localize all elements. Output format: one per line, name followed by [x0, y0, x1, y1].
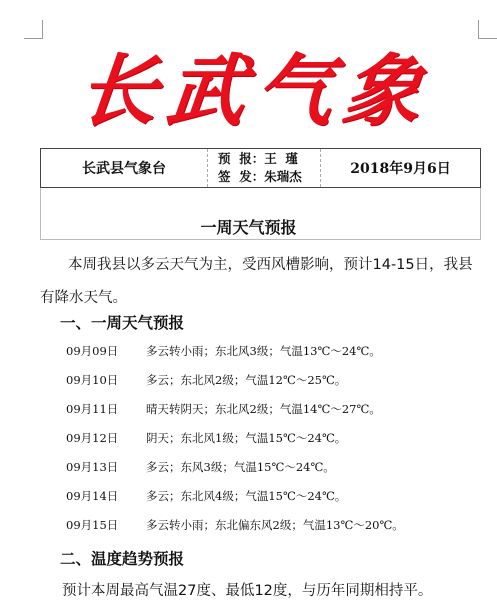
forecast-row: [66, 399, 381, 419]
forecast-date: 09月10日: [66, 373, 119, 387]
forecast-row: [66, 341, 381, 361]
masthead-title: 长武气象: [74, 46, 436, 137]
forecast-description: 多云转小雨；东北偏东风2级；气温13℃～20℃。: [146, 518, 404, 532]
temperature-trend-text: 预计本周最高气温27度、最低12度，与历年同期相持平。: [62, 583, 433, 599]
crop-mark-top-right: [478, 20, 497, 39]
forecast-description: 多云；东北风2级；气温12℃～25℃。: [146, 373, 347, 387]
staff-cell: [207, 149, 321, 187]
forecast-description: 晴天转阴天；东北风2级；气温14℃～27℃。: [146, 402, 381, 416]
forecast-row: [66, 457, 335, 477]
forecast-description: 多云；东风3级；气温15℃～24℃。: [146, 460, 335, 474]
forecast-date: 09月12日: [66, 431, 119, 445]
forecast-row: [66, 486, 346, 506]
signer-line: 签 发：朱瑞杰: [218, 169, 302, 184]
forecast-description: 阴天；东北风1级；气温15℃～24℃。: [146, 431, 347, 445]
issue-date: 2018年9月6日: [350, 161, 451, 177]
document-title: 一周天气预报: [200, 218, 297, 237]
forecaster-line: 预 报：王 瑾: [218, 151, 298, 166]
header-table: [40, 148, 481, 188]
forecast-row: [66, 428, 346, 448]
forecast-description: 多云；东北风4级；气温15℃～24℃。: [146, 489, 347, 503]
crop-mark-top-left: [24, 20, 43, 39]
section-heading-temperature: 二、温度趋势预报: [60, 549, 185, 568]
intro-paragraph: 本周我县以多云天气为主，受西风槽影响，预计14-15日，我县有降水天气。: [40, 257, 473, 306]
forecast-description: 多云转小雨；东北风3级；气温13℃～24℃。: [146, 344, 381, 358]
forecast-date: 09月09日: [66, 344, 119, 358]
forecast-date: 09月11日: [66, 402, 119, 416]
forecast-row: [66, 370, 346, 390]
forecast-date: 09月13日: [66, 460, 119, 474]
forecast-row: [66, 515, 404, 535]
forecast-date: 09月14日: [66, 489, 119, 503]
section-heading-weekly: 一、一周天气预报: [60, 313, 185, 332]
forecast-date: 09月15日: [66, 518, 119, 532]
issuing-organization: 长武县气象台: [82, 161, 166, 177]
